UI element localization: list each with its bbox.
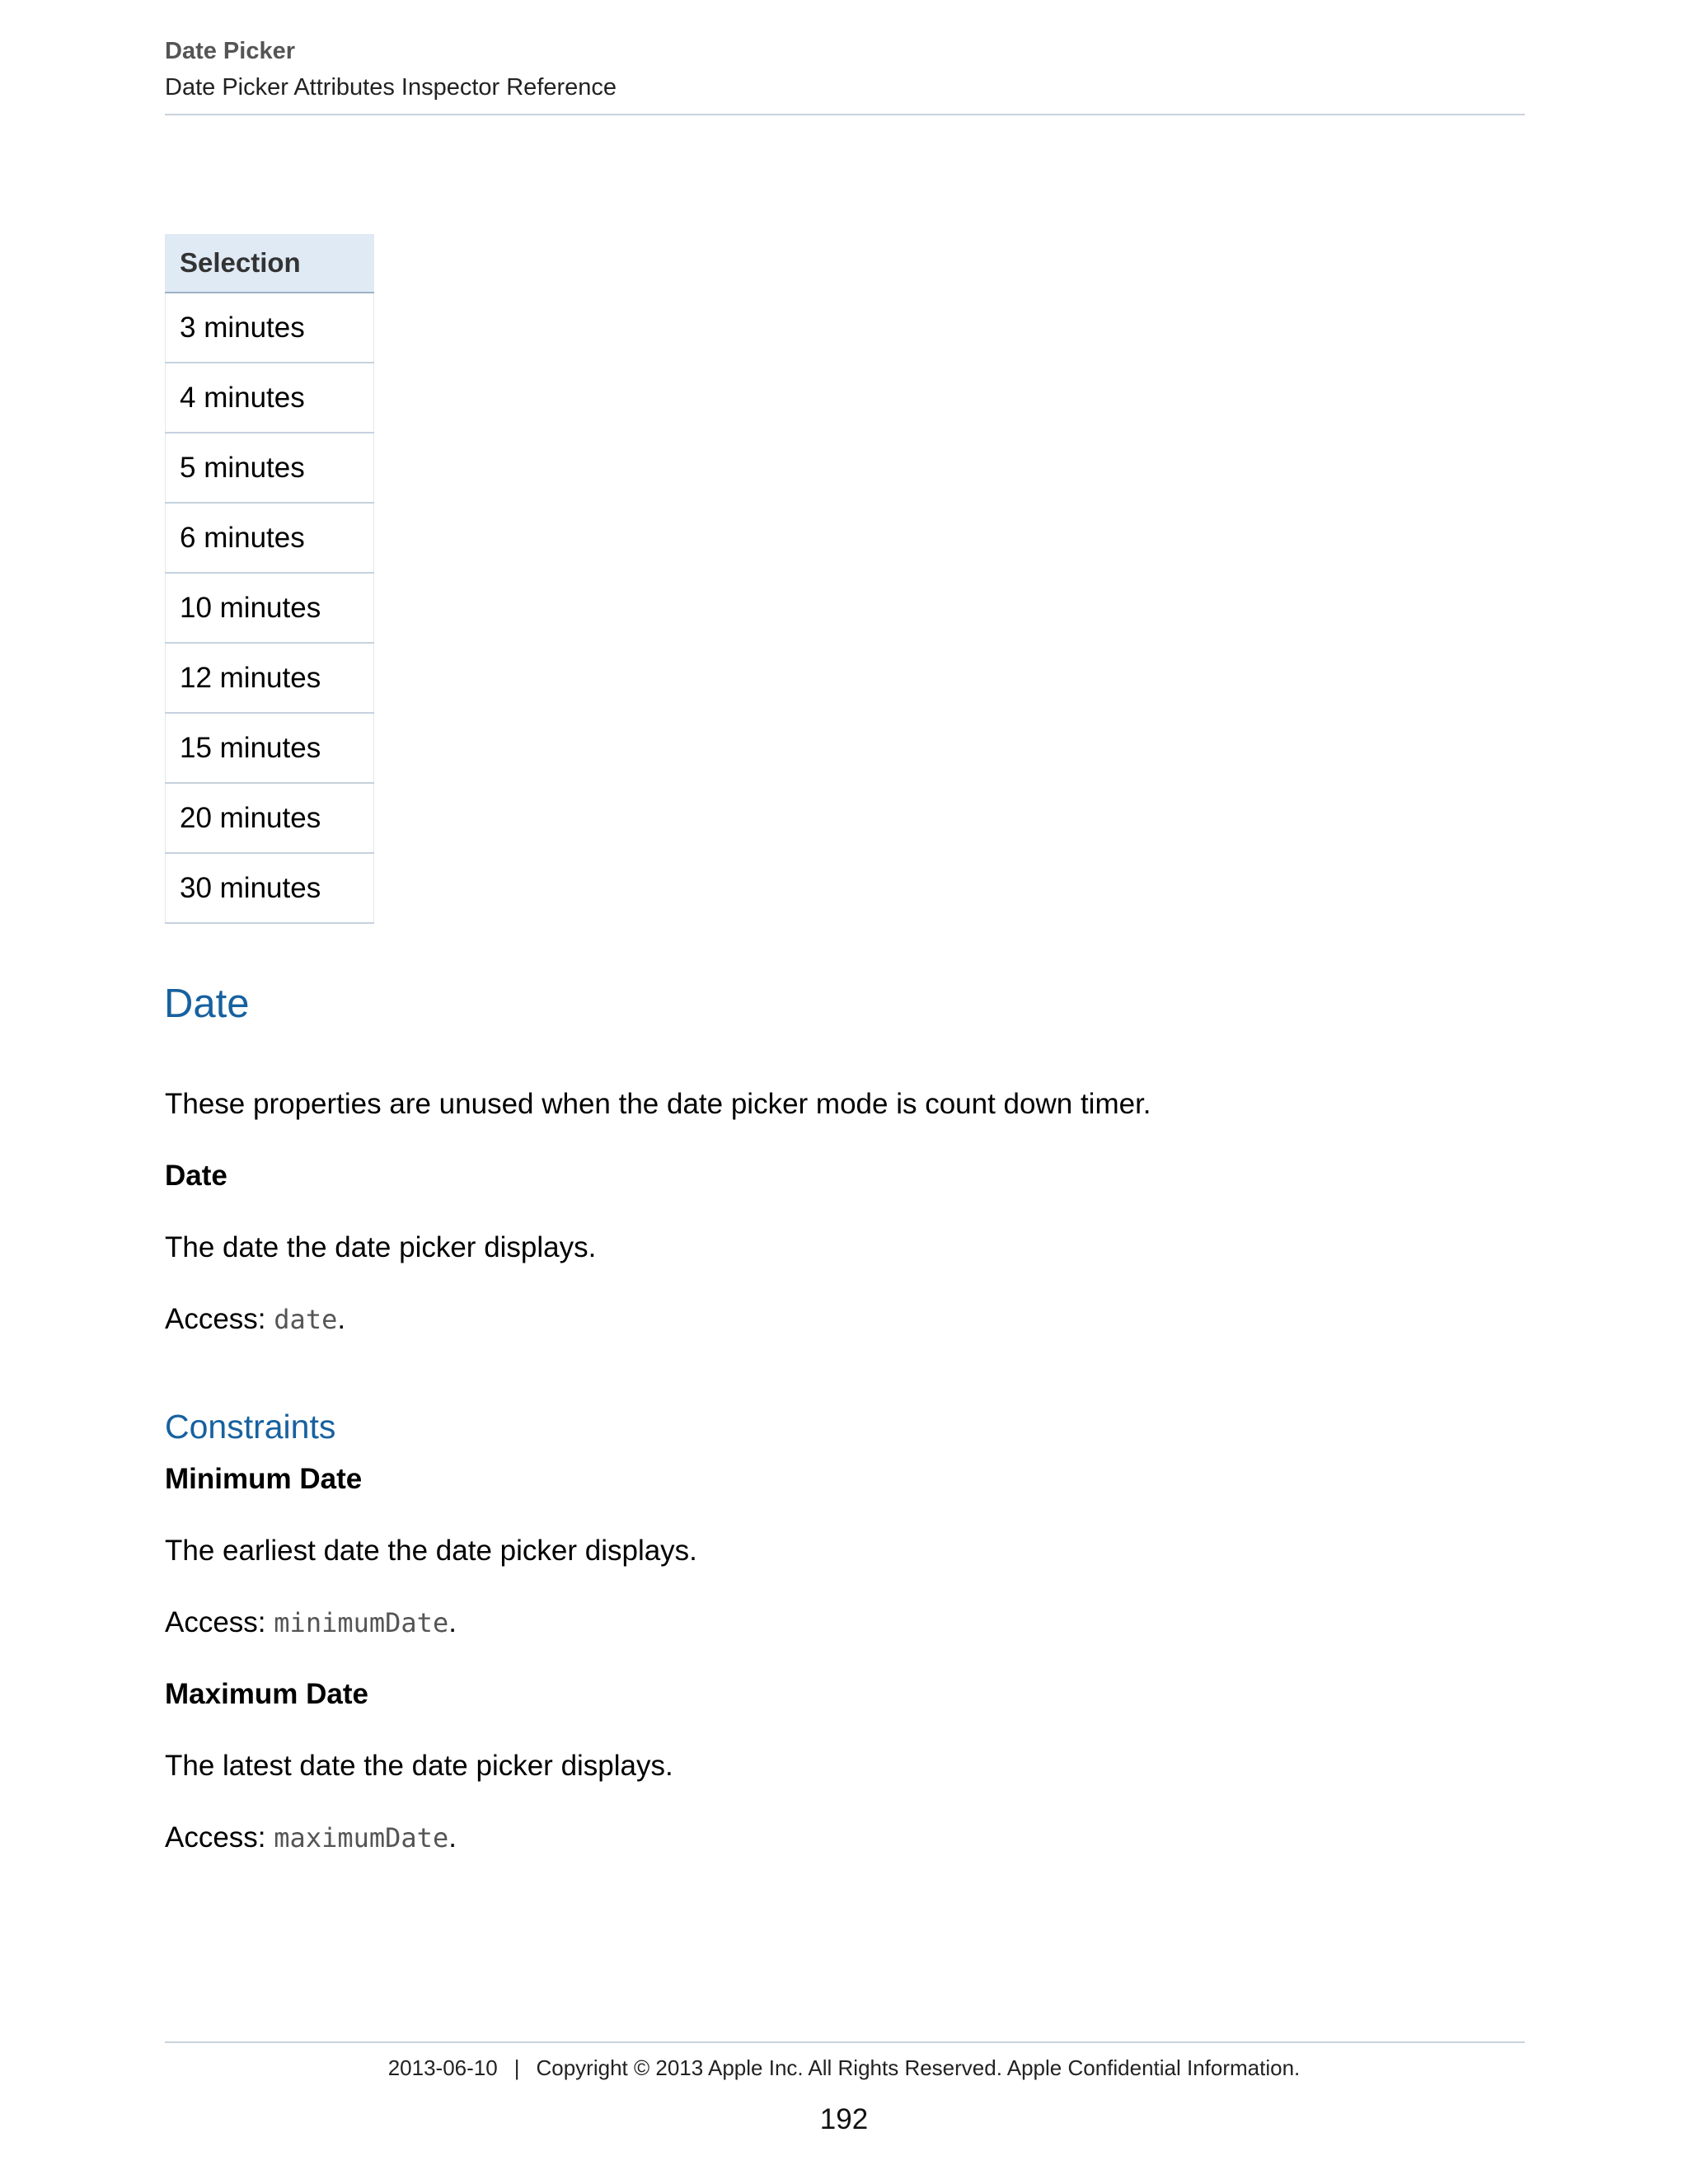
table-cell: 3 minutes [166,293,374,363]
access-period: . [337,1303,346,1335]
table-cell: 5 minutes [166,433,374,503]
footer-copyright: Copyright © 2013 Apple Inc. All Rights Reserved. Apple Confidential Information. [536,2055,1301,2080]
property-term-maximum-date: Maximum Date [165,1678,369,1710]
table-row [166,503,374,573]
table-row [166,363,374,433]
selection-table [165,234,374,924]
table-cell: 10 minutes [166,573,374,643]
property-description-maximum-date: The latest date the date picker displays. [165,1750,673,1782]
page-number: 192 [819,2103,869,2135]
footer-line [0,2055,1688,2081]
table-cell: 15 minutes [166,713,374,783]
table-header-row [166,234,374,293]
table-row [166,853,374,923]
property-term-minimum-date: Minimum Date [165,1463,363,1495]
table-header-selection: Selection [166,234,374,293]
access-code: minimumDate [274,1607,449,1638]
access-label: Access: [165,1821,266,1854]
footer-divider [165,2041,1525,2043]
table-cell: 4 minutes [166,363,374,433]
header-section-title: Date Picker Attributes Inspector Reference [165,74,617,101]
property-term-date: Date [165,1160,227,1192]
table-row [166,433,374,503]
table-cell: 20 minutes [166,783,374,853]
access-label: Access: [165,1303,266,1335]
table-cell: 12 minutes [166,643,374,713]
header-divider [165,114,1525,115]
property-access-minimum-date [165,1606,457,1639]
property-access-maximum-date [165,1821,457,1854]
access-period: . [448,1821,457,1854]
table-row [166,783,374,853]
table-row [166,573,374,643]
footer-separator: | [513,2055,520,2080]
access-label: Access: [165,1606,266,1638]
property-description-minimum-date: The earliest date the date picker displays. [165,1535,697,1567]
access-period: . [448,1606,457,1638]
table-row [166,293,374,363]
property-access-date [165,1303,345,1336]
table-row [166,713,374,783]
footer-date: 2013-06-10 [387,2055,498,2080]
date-section-intro: These properties are unused when the date picker mode is count down timer. [165,1088,1151,1120]
access-code: date [274,1304,338,1335]
access-code: maximumDate [274,1822,449,1854]
table-cell: 30 minutes [166,853,374,923]
section-heading-date: Date [164,982,250,1026]
table-row [166,643,374,713]
subsection-heading-constraints: Constraints [165,1408,336,1446]
header-chapter-title: Date Picker [165,38,295,64]
table-cell: 6 minutes [166,503,374,573]
property-description-date: The date the date picker displays. [165,1231,597,1263]
